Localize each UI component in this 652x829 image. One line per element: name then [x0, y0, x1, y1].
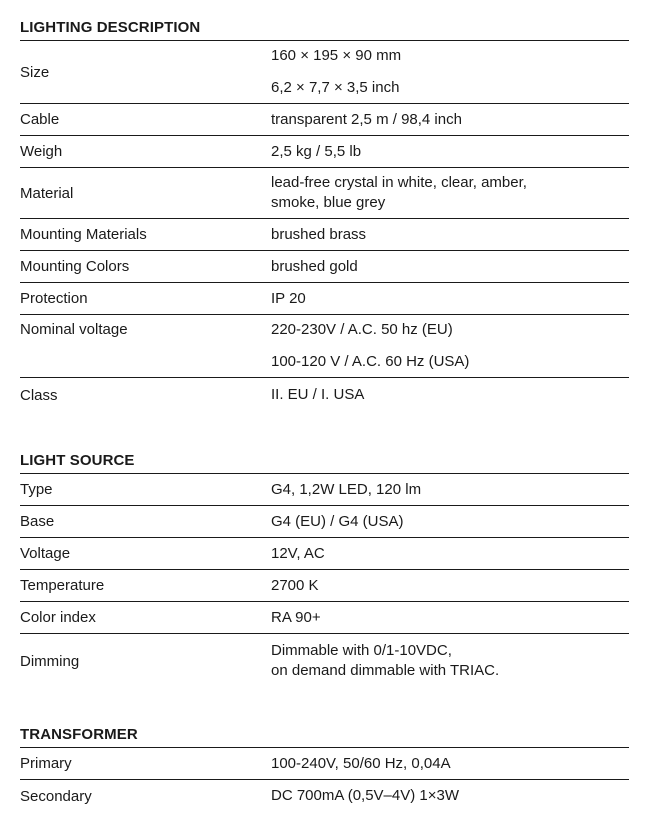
spec-row-nominal-voltage — [20, 315, 629, 378]
spec-row-color-index — [20, 602, 629, 634]
spec-values — [271, 40, 629, 104]
spec-value: II. EU / I. USA — [271, 386, 365, 403]
spec-value: smoke, blue grey — [271, 194, 386, 211]
spec-value: on demand dimmable with TRIAC. — [271, 662, 500, 679]
spec-value: 100-120 V / A.C. 60 Hz (USA) — [271, 353, 470, 370]
spec-label: Dimming — [20, 652, 80, 670]
spec-row-class — [20, 378, 629, 412]
spec-row-voltage — [20, 538, 629, 570]
spec-value: IP 20 — [271, 289, 306, 307]
spec-value: 12V, AC — [271, 544, 325, 562]
lighting-description-section — [20, 14, 629, 412]
spec-label: Base — [20, 513, 55, 530]
spec-row-temperature — [20, 570, 629, 602]
spec-label: Temperature — [20, 577, 105, 594]
spec-label: Type — [20, 481, 53, 498]
spec-label: Protection — [20, 290, 88, 307]
spec-label: Mounting Materials — [20, 226, 147, 243]
spec-label: Color index — [20, 609, 96, 626]
spec-value: 100-240V, 50/60 Hz, 0,04A — [271, 754, 451, 772]
spec-row-mounting-colors — [20, 251, 629, 283]
spec-value: G4 (EU) / G4 (USA) — [271, 512, 404, 530]
spec-values — [271, 169, 629, 217]
section-title: LIGHTING DESCRIPTION — [20, 14, 629, 41]
spec-value: 160 × 195 × 90 mm — [271, 47, 402, 64]
transformer-section — [20, 721, 629, 812]
spec-value: G4, 1,2W LED, 120 lm — [271, 480, 422, 498]
spec-value: 220-230V / A.C. 50 hz (EU) — [271, 321, 453, 338]
spec-row-protection — [20, 283, 629, 315]
spec-row-type — [20, 474, 629, 506]
spec-value: 2,5 kg / 5,5 lb — [271, 142, 362, 160]
spec-row-size — [20, 41, 629, 104]
spec-values — [271, 314, 629, 378]
spec-row-primary — [20, 748, 629, 780]
spec-value: lead-free crystal in white, clear, amber, — [271, 174, 527, 191]
section-title: LIGHT SOURCE — [20, 447, 629, 474]
spec-label: Weigh — [20, 143, 63, 160]
spec-value: transparent 2,5 m / 98,4 inch — [271, 110, 462, 128]
spec-label: Primary — [20, 755, 72, 772]
spec-label: Material — [20, 184, 74, 202]
spec-label: Secondary — [20, 787, 92, 805]
spec-label: Voltage — [20, 545, 71, 562]
spec-values — [271, 637, 629, 685]
spec-label: Mounting Colors — [20, 258, 130, 275]
spec-label: Cable — [20, 111, 60, 128]
spec-value: brushed brass — [271, 225, 367, 243]
spec-row-base — [20, 506, 629, 538]
spec-label: Nominal voltage — [20, 321, 128, 338]
spec-label: Size — [20, 63, 50, 81]
spec-value: brushed gold — [271, 257, 358, 275]
spec-value: RA 90+ — [271, 608, 321, 626]
spec-row-cable — [20, 104, 629, 136]
spec-row-dimming — [20, 634, 629, 688]
light-source-section — [20, 447, 629, 688]
spec-row-weigh — [20, 136, 629, 168]
section-title: TRANSFORMER — [20, 721, 629, 748]
spec-row-secondary — [20, 780, 629, 812]
spec-value: DC 700mA (0,5V–4V) 1×3W — [271, 787, 460, 804]
spec-value: Dimmable with 0/1-10VDC, — [271, 642, 452, 659]
spec-label: Class — [20, 386, 58, 404]
spec-row-material — [20, 168, 629, 219]
spec-value: 6,2 × 7,7 × 3,5 inch — [271, 79, 400, 96]
spec-row-mounting-materials — [20, 219, 629, 251]
spec-value: 2700 K — [271, 576, 319, 594]
